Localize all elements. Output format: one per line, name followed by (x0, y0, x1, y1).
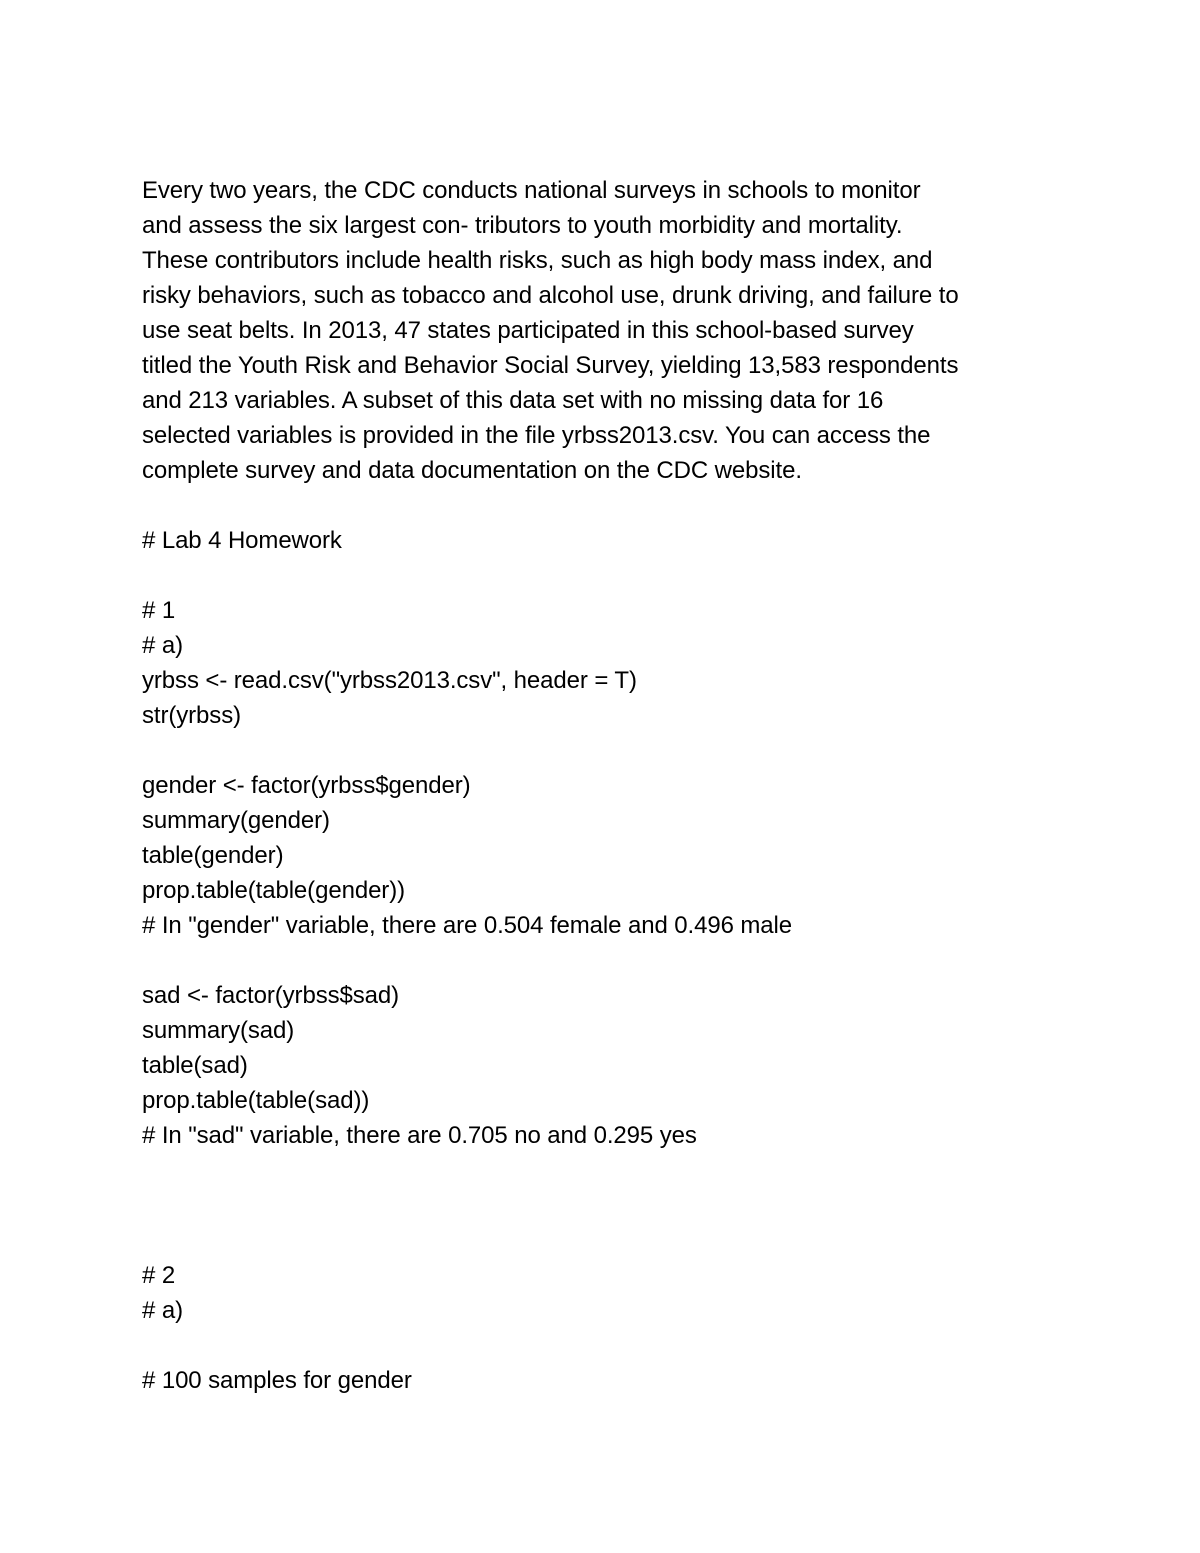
question-2-part-a: # a) (142, 1297, 183, 1324)
code-comment: # In "sad" variable, there are 0.705 no and 0.295 yes (142, 1122, 697, 1149)
intro-line: titled the Youth Risk and Behavior Social Survey, yielding 13,583 respondents (142, 352, 959, 379)
lab-heading: # Lab 4 Homework (142, 527, 342, 554)
intro-line: and 213 variables. A subset of this data set with no missing data for 16 (142, 387, 884, 414)
code-line: table(sad) (142, 1052, 248, 1079)
code-line: yrbss <- read.csv("yrbss2013.csv", header = T) (142, 667, 637, 694)
intro-line: and assess the six largest con- tributors to youth morbidity and mortality. (142, 212, 903, 239)
code-comment: # 100 samples for gender (142, 1367, 412, 1394)
intro-line: Every two years, the CDC conducts national surveys in schools to monitor (142, 177, 921, 204)
question-1-part-a: # a) (142, 632, 183, 659)
intro-line: complete survey and data documentation on the CDC website. (142, 457, 802, 484)
intro-line: risky behaviors, such as tobacco and alcohol use, drunk driving, and failure to (142, 282, 959, 309)
question-1-number: # 1 (142, 597, 176, 624)
code-line: summary(gender) (142, 807, 330, 834)
code-line: table(gender) (142, 842, 284, 869)
code-comment: # In "gender" variable, there are 0.504 female and 0.496 male (142, 912, 793, 939)
code-line: gender <- factor(yrbss$gender) (142, 772, 471, 799)
code-line: str(yrbss) (142, 702, 241, 729)
code-line: sad <- factor(yrbss$sad) (142, 982, 400, 1009)
code-line: prop.table(table(sad)) (142, 1087, 370, 1114)
intro-line: These contributors include health risks, such as high body mass index, and (142, 247, 933, 274)
intro-line: selected variables is provided in the file yrbss2013.csv. You can access the (142, 422, 931, 449)
code-line: prop.table(table(gender)) (142, 877, 405, 904)
code-line: summary(sad) (142, 1017, 295, 1044)
question-2-number: # 2 (142, 1262, 176, 1289)
intro-line: use seat belts. In 2013, 47 states participated in this school-based survey (142, 317, 914, 344)
